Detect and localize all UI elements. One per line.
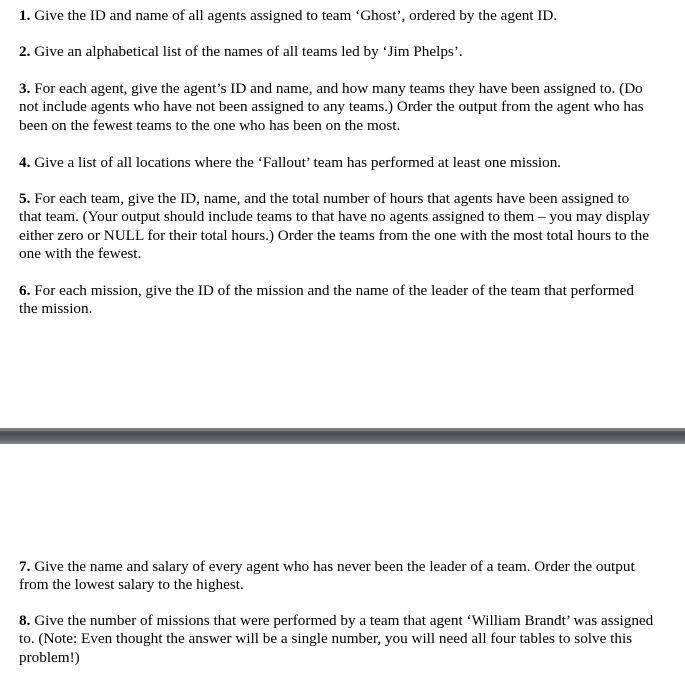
question-5 (19, 190, 655, 263)
page-break-highlight (0, 428, 685, 431)
question-2 (19, 43, 655, 61)
question-text: Give the ID and name of all agents assigned to team ‘Ghost’, ordered by the agent ID. (30, 7, 558, 24)
question-number: 2. (19, 43, 31, 60)
question-text: Give a list of all locations where the ‘Fallout’ team has performed at least one mission. (30, 154, 562, 171)
question-number: 6. (19, 282, 31, 299)
question-text: Give the name and salary of every agent who has never been the leader of a team. Order the output from the lowest salary to the highest. (19, 558, 635, 594)
question-number: 7. (19, 558, 31, 575)
question-number: 8. (19, 612, 31, 629)
question-text: For each team, give the ID, name, and the total number of hours that agents have been assigned to that team. (Your output should include teams to that have no agents assigned to them – you may display either zero or NULL for their total hours.) Order the teams from the one with the most total hours to the one with the fewest. (19, 190, 650, 262)
question-1 (19, 7, 655, 25)
question-6 (19, 282, 655, 319)
question-text: Give an alphabetical list of the names of all teams led by ‘Jim Phelps’. (30, 43, 463, 60)
question-3 (19, 80, 655, 135)
question-4 (19, 154, 655, 172)
question-number: 4. (19, 154, 31, 171)
question-number: 3. (19, 80, 31, 97)
question-text: For each mission, give the ID of the mission and the name of the leader of the team that performed the mission. (19, 282, 634, 318)
question-number: 1. (19, 7, 31, 24)
question-number: 5. (19, 190, 31, 207)
question-text: Give the number of missions that were performed by a team that agent ‘William Brandt’ was assigned to. (Note: Even thought the answer will be a single number, you will need all four tables to solve this problem!) (19, 612, 654, 666)
question-8 (19, 612, 655, 667)
question-7 (19, 558, 655, 595)
question-text: For each agent, give the agent’s ID and name, and how many teams they have been assigned to. (Do not include agents who have not been assigned to any teams.) Order the output from the agent who has been on the fewest teams to the one who has been on the most. (19, 80, 644, 134)
page-break-divider (0, 428, 685, 444)
